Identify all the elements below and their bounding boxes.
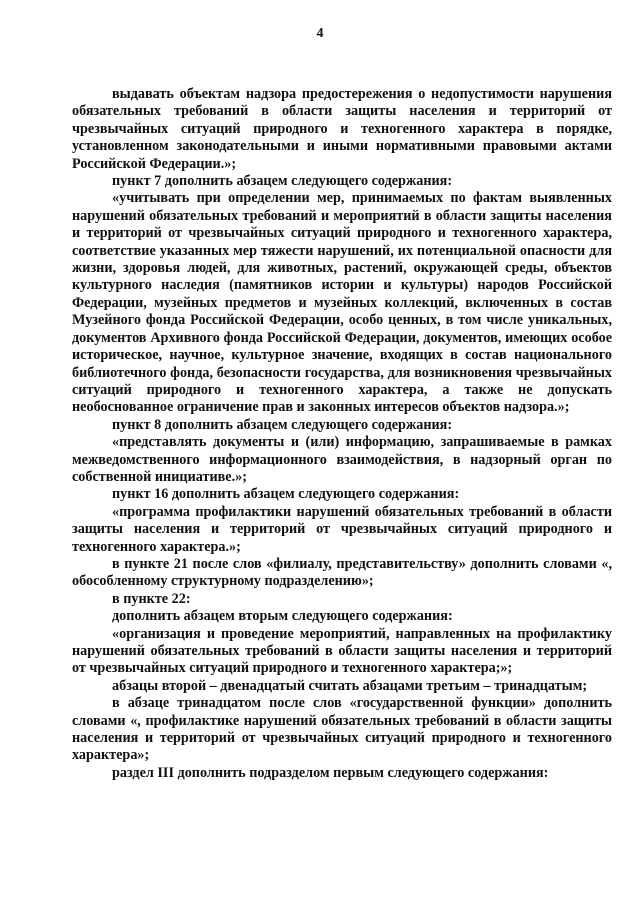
paragraph-10: дополнить абзацем вторым следующего содержания:	[112, 608, 453, 625]
paragraph-12: абзацы второй – двенадцатый считать абзацами третьим – тринадцатым;	[112, 677, 588, 694]
paragraph-4: пункт 8 дополнить абзацем следующего содержания:	[112, 416, 453, 433]
paragraph-11: «организация и проведение мероприятий, направленных на профилактику нарушений обязательных требований в области защиты населения и территорий от чрезвычайных ситуаций природного и техногенного характера;»;	[72, 625, 612, 677]
paragraph-6: пункт 16 дополнить абзацем следующего содержания:	[112, 486, 460, 503]
paragraph-14: раздел III дополнить подразделом первым следующего содержания:	[112, 764, 549, 781]
paragraph-9: в пункте 22:	[112, 590, 191, 607]
paragraph-5: «представлять документы и (или) информацию, запрашиваемые в рамках межведомственного информационного взаимодействия, в надзорный орган по собственной инициативе.»;	[72, 434, 612, 485]
paragraph-3: «учитывать при определении мер, принимаемых по фактам выявленных нарушений обязательных требований и мероприятий в области защиты населения и территорий от чрезвычайных ситуаций природного и техногенного характера, соответствие указанных мер тяжести нарушений, их потенциальной опасности для жизни, здоровья людей, для животных, растений, окружающей среды, объектов культурного наследия (памятников истории и культуры) народов Российской Федерации, музейных предметов и музейных коллекций, включенных в состав Музейного фонда Российской Федерации, особо ценных, в том числе уникальных, документов Архивного фонда Российской Федерации, документов, имеющих особое историческое, научное, культурное значение, входящих в состав национального библиотечного фонда, безопасности государства, для возникновения чрезвычайных ситуаций природного и техногенного характера, а также не допускать необоснованное ограничение прав и законных интересов объектов надзора.»;	[72, 190, 612, 416]
document-body	[72, 86, 612, 782]
paragraph-2: пункт 7 дополнить абзацем следующего содержания:	[112, 173, 453, 190]
paragraph-7: «программа профилактики нарушений обязательных требований в области защиты населения и территорий от чрезвычайных ситуаций природного и техногенного характера.»;	[72, 503, 612, 555]
page-number: 4	[316, 26, 324, 41]
paragraph-8: в пункте 21 после слов «филиалу, представительству» дополнить словами «, обособленному структурному подразделению»;	[72, 555, 612, 590]
paragraph-1: выдавать объектам надзора предостережения о недопустимости нарушения обязательных требований в области защиты населения и территорий от чрезвычайных ситуаций природного и техногенного характера в порядке, установленном законодательными и иными нормативными правовыми актами Российской Федерации.»;	[72, 86, 612, 172]
paragraph-13: в абзаце тринадцатом после слов «государственной функции» дополнить словами «, профилактике нарушений обязательных требований в области защиты населения и территорий от чрезвычайных ситуаций природного и техногенного характера»;	[72, 695, 612, 764]
